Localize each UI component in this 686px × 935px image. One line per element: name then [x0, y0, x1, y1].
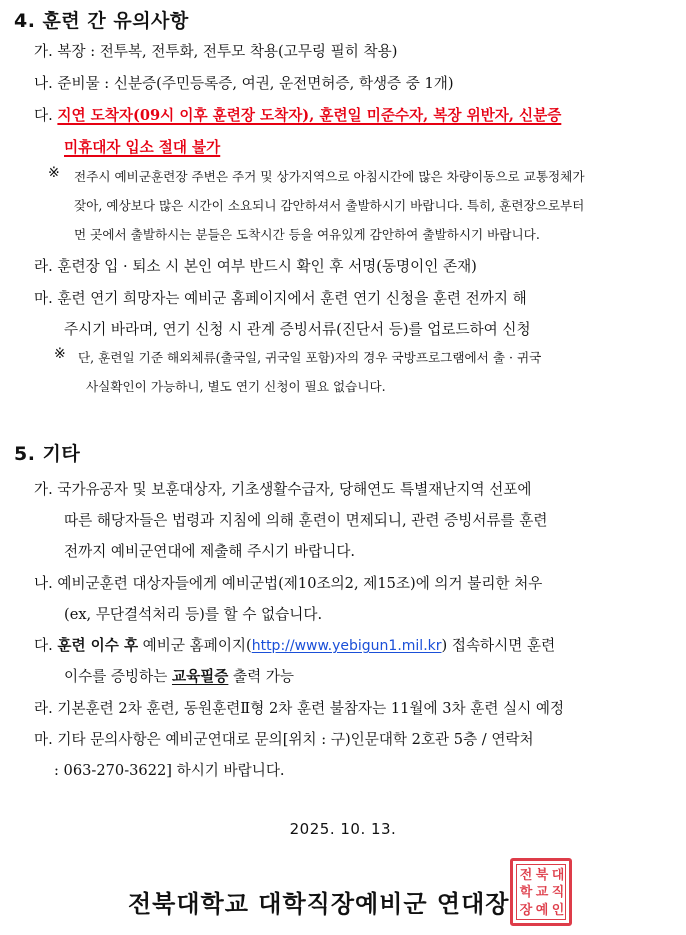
item-4-ga: 가. 복장 : 전투복, 전투화, 전투모 착용(고무링 필히 착용): [34, 43, 398, 60]
item-5-da-mid: 예비군 홈페이지(: [138, 637, 252, 654]
section-5-heading: 5. 기타: [14, 443, 81, 465]
training-complete-phrase: 훈련 이수 후: [57, 637, 139, 654]
item-5-ga-line1: 가. 국가유공자 및 보훈대상자, 기초생활수급자, 당해연도 특별재난지역 선포에: [34, 481, 532, 498]
item-5-ga-line3: 전까지 예비군연대에 제출해 주시기 바랍니다.: [64, 543, 356, 560]
item-5-da-line1: [34, 634, 555, 655]
official-seal: [510, 858, 572, 926]
item-5-ma-line1: 마. 기타 문의사항은 예비군연대로 문의[위치 : 구)인문대학 2호관 5층 / 연락처: [34, 731, 534, 748]
item-4-da-prefix: 다.: [34, 107, 58, 124]
document-date: 2025. 10. 13.: [289, 820, 397, 838]
item-4-ma-line1: 마. 훈련 연기 희망자는 예비군 홈페이지에서 훈련 연기 신청을 훈련 전까지 해: [34, 290, 527, 307]
item-5-na-line2: (ex, 무단결석처리 등)를 할 수 없습니다.: [64, 606, 323, 623]
certificate-term: 교육필증: [171, 668, 229, 685]
item-4-na: 나. 준비물 : 신분증(주민등록증, 여권, 운전면허증, 학생증 중 1개): [34, 75, 454, 92]
item-5-na-line1: 나. 예비군훈련 대상자들에게 예비군법(제10조의2, 제15조)에 의거 불리한 처우: [34, 575, 543, 592]
warning-text-line1: 지연 도착자(09시 이후 훈련장 도착자), 훈련일 미준수자, 복장 위반자, 신분증: [57, 107, 562, 124]
item-4-da-cont: [64, 136, 220, 157]
section-4-heading: 4. 훈련 간 유의사항: [14, 10, 189, 32]
seal-glyph: 대: [551, 868, 565, 883]
seal-glyph: 교: [535, 885, 549, 901]
note-1-line1: 전주시 예비군훈련장 주변은 주거 및 상가지역으로 아침시간에 많은 차량이동으로 교통정체가: [74, 169, 585, 184]
item-5-da-line2-post: 출력 가능: [228, 668, 295, 685]
issuer-signature: 전북대학교 대학직장예비군 연대장: [128, 890, 510, 918]
item-4-ma-line2: 주시기 바라며, 연기 신청 시 관계 증빙서류(진단서 등)를 업로드하여 신청: [64, 321, 531, 338]
item-5-ga-line2: 따른 해당자들은 법령과 지침에 의해 훈련이 면제되니, 관련 증빙서류를 훈련: [64, 512, 548, 529]
item-5-ma-line2: : 063-270-3622] 하시기 바랍니다.: [54, 762, 285, 779]
item-5-da-line2-pre: 이수를 증빙하는: [64, 668, 172, 685]
seal-glyph: 북: [535, 868, 549, 883]
seal-glyph: 전: [519, 868, 533, 883]
seal-glyphs: [518, 867, 566, 919]
note-1-line3: 먼 곳에서 출발하시는 분들은 도착시간 등을 여유있게 감안하여 출발하시기 바랍니다.: [74, 227, 540, 242]
note-2-line1: 단, 훈련일 기준 해외체류(출국일, 귀국일 포함)자의 경우 국방프로그램에서 출 · 귀국: [78, 350, 542, 365]
seal-glyph: 학: [519, 885, 533, 901]
item-5-da-prefix: 다.: [34, 637, 58, 654]
item-5-da-line2: [64, 665, 294, 686]
item-4-da: [34, 104, 561, 125]
note-1-mark: ※: [48, 165, 60, 181]
note-2-line2: 사실확인이 가능하니, 별도 연기 신청이 필요 없습니다.: [86, 379, 386, 394]
warning-text-line2: 미휴대자 입소 절대 불가: [64, 139, 221, 156]
seal-glyph: 장: [519, 902, 533, 918]
seal-glyph: 직: [551, 885, 565, 901]
seal-glyph: 예: [535, 902, 549, 918]
homepage-link[interactable]: http://www.yebigun1.mil.kr: [251, 638, 442, 654]
note-1-line2: 잦아, 예상보다 많은 시간이 소요되니 감안하셔서 출발하시기 바랍니다. 특히, 훈련장으로부터: [74, 198, 585, 213]
item-5-da-end: ) 접속하시면 훈련: [441, 637, 556, 654]
seal-glyph: 인: [551, 902, 565, 918]
note-2-mark: ※: [54, 346, 66, 362]
item-4-ra: 라. 훈련장 입 · 퇴소 시 본인 여부 반드시 확인 후 서명(동명이인 존재): [34, 258, 477, 275]
item-5-ra: 라. 기본훈련 2차 훈련, 동원훈련Ⅱ형 2차 훈련 불참자는 11월에 3차 훈련 실시 예정: [34, 700, 565, 717]
